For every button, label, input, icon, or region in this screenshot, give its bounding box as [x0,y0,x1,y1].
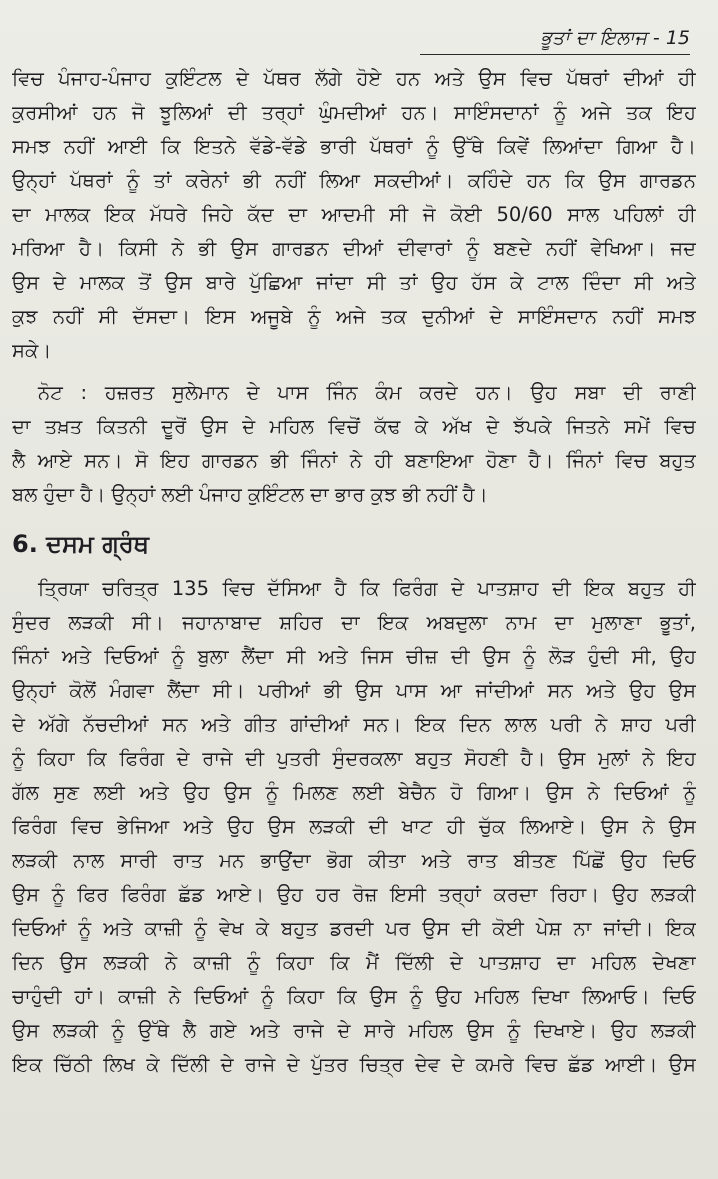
text-line: ਨੂੰ ਕਿਹਾ ਕਿ ਫਿਰੰਗ ਦੇ ਰਾਜੇ ਦੀ ਪੁਤਰੀ ਸੁੰਦਰਕਲਾ ਬਹੁਤ ਸੋਹਣੀ ਹੈ। ਉਸ ਮੁਲਾਂ ਨੇ ਇਹ [12,747,696,770]
text-line: ਸਮਝ ਨਹੀਂ ਆਈ ਕਿ ਇਤਨੇ ਵੱਡੇ-ਵੱਡੇ ਭਾਰੀ ਪੱਥਰਾਂ ਨੂੰ ਉੱਥੇ ਕਿਵੇਂ ਲਿਆਂਦਾ ਗਿਆ ਹੈ। [12,135,696,158]
text-line: ਉਨ੍ਹਾਂ ਪੱਥਰਾਂ ਨੂੰ ਤਾਂ ਕਰੇਨਾਂ ਭੀ ਨਹੀਂ ਲਿਆ ਸਕਦੀਆਂ। ਕਹਿੰਦੇ ਹਨ ਕਿ ਉਸ ਗਾਰਡਨ [12,169,696,192]
text-line: ਨੋਟ : ਹਜ਼ਰਤ ਸੁਲੇਮਾਨ ਦੇ ਪਾਸ ਜਿੰਨ ਕੰਮ ਕਰਦੇ ਹਨ। ਉਹ ਸਬਾ ਦੀ ਰਾਣੀ [38,381,696,404]
text-line: ਉਨ੍ਹਾਂ ਕੋਲੋਂ ਮੰਗਵਾ ਲੈਂਦਾ ਸੀ। ਪਰੀਆਂ ਭੀ ਉਸ ਪਾਸ ਆ ਜਾਂਦੀਆਂ ਸਨ ਅਤੇ ਉਹ ਉਸ [12,679,696,702]
text-line: ਉਸ ਲੜਕੀ ਨੂੰ ਉੱਥੇ ਲੈ ਗਏ ਅਤੇ ਰਾਜੇ ਦੇ ਸਾਰੇ ਮਹਿਲ ਉਸ ਨੂੰ ਦਿਖਾਏ। ਉਹ ਲੜਕੀ [12,1019,696,1042]
text-line: ਬਲ ਹੁੰਦਾ ਹੈ। ਉਨ੍ਹਾਂ ਲਈ ਪੰਜਾਹ ਕੁਇੰਟਲ ਦਾ ਭਾਰ ਕੁਝ ਭੀ ਨਹੀਂ ਹੈ। [12,483,488,506]
paragraph-garden [12,62,696,368]
running-header: ਭੂਤਾਂ ਦਾ ਇਲਾਜ - 15 [420,26,690,55]
text-line: ਤ੍ਰਿਯਾ ਚਰਿਤ੍ਰ 135 ਵਿਚ ਦੱਸਿਆ ਹੈ ਕਿ ਫਿਰੰਗ ਦੇ ਪਾਤਸ਼ਾਹ ਦੀ ਇਕ ਬਹੁਤ ਹੀ [38,577,696,600]
text-line: ਫਿਰੰਗ ਵਿਚ ਭੇਜਿਆ ਅਤੇ ਉਹ ਉਸ ਲੜਕੀ ਦੀ ਖਾਟ ਹੀ ਚੁੱਕ ਲਿਆਏ। ਉਸ ਨੇ ਉਸ [12,815,696,838]
section-heading: 6. ਦਸਮ ਗ੍ਰੰਥ [12,530,149,558]
text-line: ਵਿਚ ਪੰਜਾਹ-ਪੰਜਾਹ ਕੁਇੰਟਲ ਦੇ ਪੱਥਰ ਲੱਗੇ ਹੋਏ ਹਨ ਅਤੇ ਉਸ ਵਿਚ ਪੱਥਰਾਂ ਦੀਆਂ ਹੀ [12,67,696,90]
text-line: ਉਸ ਦੇ ਮਾਲਕ ਤੋਂ ਉਸ ਬਾਰੇ ਪੁੱਛਿਆ ਜਾਂਦਾ ਸੀ ਤਾਂ ਉਹ ਹੱਸ ਕੇ ਟਾਲ ਦਿੰਦਾ ਸੀ ਅਤੇ [12,271,696,294]
text-line: ਲੜਕੀ ਨਾਲ ਸਾਰੀ ਰਾਤ ਮਨ ਭਾਉਂਦਾ ਭੋਗ ਕੀਤਾ ਅਤੇ ਰਾਤ ਬੀਤਣ ਪਿੱਛੋਂ ਉਹ ਦਿਓ [12,849,696,872]
text-line: ਦਿਓਆਂ ਨੂੰ ਅਤੇ ਕਾਜ਼ੀ ਨੂੰ ਵੇਖ ਕੇ ਬਹੁਤ ਡਰਦੀ ਪਰ ਉਸ ਦੀ ਕੋਈ ਪੇਸ਼ ਨਾ ਜਾਂਦੀ। ਇਕ [12,917,696,940]
text-line: ਮਰਿਆ ਹੈ। ਕਿਸੀ ਨੇ ਭੀ ਉਸ ਗਾਰਡਨ ਦੀਆਂ ਦੀਵਾਰਾਂ ਨੂੰ ਬਣਦੇ ਨਹੀਂ ਵੇਖਿਆ। ਜਦ [12,237,696,260]
paragraph-note [12,376,696,512]
text-line: ਦਾ ਮਾਲਕ ਇਕ ਮੱਧਰੇ ਜਿਹੇ ਕੱਦ ਦਾ ਆਦਮੀ ਸੀ ਜੋ ਕੋਈ 50/60 ਸਾਲ ਪਹਿਲਾਂ ਹੀ [12,203,696,226]
text-line: ਕੁਰਸੀਆਂ ਹਨ ਜੋ ਝੂਲਿਆਂ ਦੀ ਤਰ੍ਹਾਂ ਘੁੰਮਦੀਆਂ ਹਨ। ਸਾਇੰਸਦਾਨਾਂ ਨੂੰ ਅਜੇ ਤਕ ਇਹ [12,101,696,124]
text-line: ਗੱਲ ਸੁਣ ਲਈ ਅਤੇ ਉਹ ਉਸ ਨੂੰ ਮਿਲਣ ਲਈ ਬੇਚੈਨ ਹੋ ਗਿਆ। ਉਸ ਨੇ ਦਿਓਆਂ ਨੂੰ [12,781,696,804]
page-body [12,62,696,1082]
paragraph-dasam-granth [12,572,696,1082]
text-line: ਲੈ ਆਏ ਸਨ। ਸੋ ਇਹ ਗਾਰਡਨ ਭੀ ਜਿੰਨਾਂ ਨੇ ਹੀ ਬਣਾਇਆ ਹੋਣਾ ਹੈ। ਜਿੰਨਾਂ ਵਿਚ ਬਹੁਤ [12,449,696,472]
text-line: ਸੁੰਦਰ ਲੜਕੀ ਸੀ। ਜਹਾਨਾਬਾਦ ਸ਼ਹਿਰ ਦਾ ਇਕ ਅਬਦੁਲਾ ਨਾਮ ਦਾ ਮੁਲਾਣਾ ਭੂਤਾਂ, [12,611,696,634]
text-line: ਚਾਹੁੰਦੀ ਹਾਂ। ਕਾਜ਼ੀ ਨੇ ਦਿਓਆਂ ਨੂੰ ਕਿਹਾ ਕਿ ਉਸ ਨੂੰ ਉਹ ਮਹਿਲ ਦਿਖਾ ਲਿਆਓ। ਦਿਓ [12,985,696,1008]
text-line: ਦਿਨ ਉਸ ਲੜਕੀ ਨੇ ਕਾਜ਼ੀ ਨੂੰ ਕਿਹਾ ਕਿ ਮੈਂ ਦਿੱਲੀ ਦੇ ਪਾਤਸ਼ਾਹ ਦਾ ਮਹਿਲ ਦੇਖਣਾ [12,951,696,974]
text-line: ਇਕ ਚਿੱਠੀ ਲਿਖ ਕੇ ਦਿੱਲੀ ਦੇ ਰਾਜੇ ਦੇ ਪੁੱਤਰ ਚਿਤ੍ਰ ਦੇਵ ਦੇ ਕਮਰੇ ਵਿਚ ਛੱਡ ਆਈ। ਉਸ [12,1053,696,1076]
text-line: ਉਸ ਨੂੰ ਫਿਰ ਫਿਰੰਗ ਛੱਡ ਆਏ। ਉਹ ਹਰ ਰੋਜ਼ ਇਸੀ ਤਰ੍ਹਾਂ ਕਰਦਾ ਰਿਹਾ। ਉਹ ਲੜਕੀ [12,883,696,906]
text-line: ਦਾ ਤਖ਼ਤ ਕਿਤਨੀ ਦੂਰੋਂ ਉਸ ਦੇ ਮਹਿਲ ਵਿਚੋਂ ਕੱਢ ਕੇ ਅੱਖ ਦੇ ਝੱਪਕੇ ਜਿਤਨੇ ਸਮੇਂ ਵਿਚ [12,415,696,438]
text-line: ਜਿੰਨਾਂ ਅਤੇ ਦਿਓਆਂ ਨੂੰ ਬੁਲਾ ਲੈਂਦਾ ਸੀ ਅਤੇ ਜਿਸ ਚੀਜ਼ ਦੀ ਉਸ ਨੂੰ ਲੋੜ ਹੁੰਦੀ ਸੀ, ਉਹ [12,645,696,668]
paragraph-gap [12,368,696,376]
text-line: ਕੁਝ ਨਹੀਂ ਸੀ ਦੱਸਦਾ। ਇਸ ਅਜੂਬੇ ਨੂੰ ਅਜੇ ਤਕ ਦੁਨੀਆਂ ਦੇ ਸਾਇੰਸਦਾਨ ਨਹੀਂ ਸਮਝ [12,305,696,328]
text-line: ਦੇ ਅੱਗੇ ਨੱਚਦੀਆਂ ਸਨ ਅਤੇ ਗੀਤ ਗਾਂਦੀਆਂ ਸਨ। ਇਕ ਦਿਨ ਲਾਲ ਪਰੀ ਨੇ ਸ਼ਾਹ ਪਰੀ [12,713,696,736]
text-line: ਸਕੇ। [12,339,52,362]
